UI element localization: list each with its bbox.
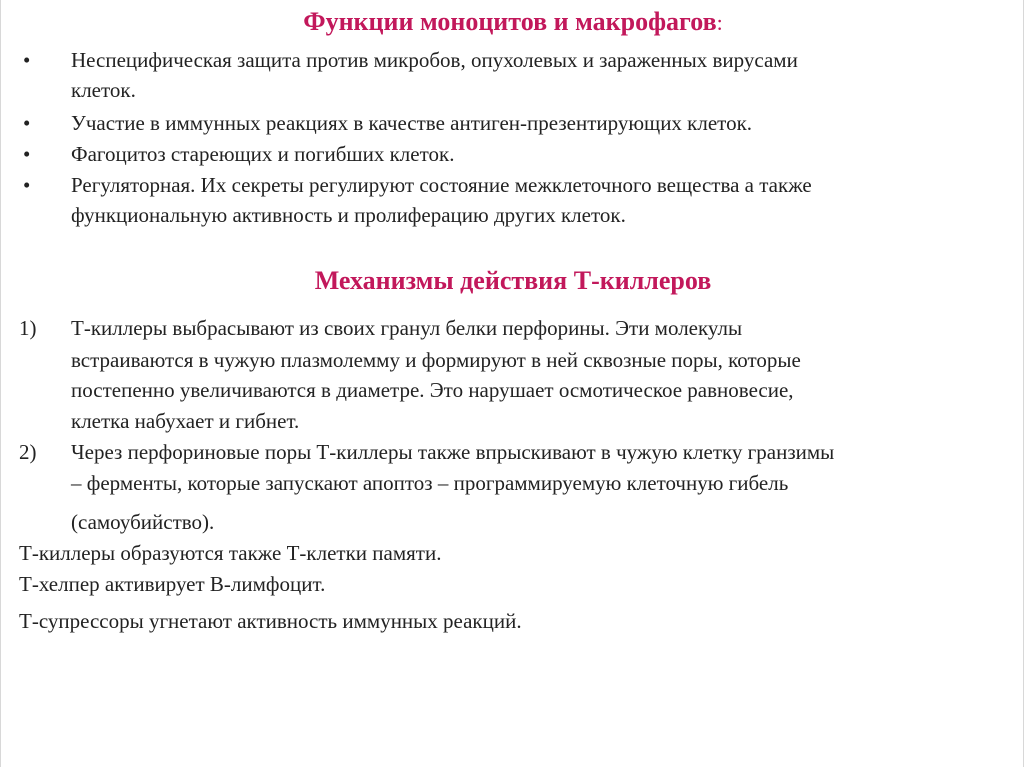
numbered-line: клетка набухает и гибнет. [71,409,300,433]
bullet-marker: • [23,173,31,197]
bullet-line: клеток. [71,78,136,102]
numbered-line: – ферменты, которые запускают апоптоз – программируемую клеточную гибель [71,471,789,495]
numbered-line: Через перфориновые поры Т-киллеры также впрыскивают в чужую клетку гранзимы [71,440,835,464]
section-title-text: Функции моноцитов и макрофагов [303,7,717,36]
section-title-monocytes [1,7,1024,38]
numbered-line: (самоубийство). [71,510,215,534]
section-title-colon: : [716,10,723,35]
bullet-line: Участие в иммунных реакциях в качестве антиген-презентирующих клеток. [71,111,753,135]
note-line: Т-супрессоры угнетают активность иммунных реакций. [19,609,522,633]
note-line: Т-хелпер активирует В-лимфоцит. [19,572,326,596]
numbered-line: Т-киллеры выбрасывают из своих гранул белки перфорины. Эти молекулы [71,316,743,340]
list-number: 2) [19,440,37,464]
section-title-t-killers: Механизмы действия Т-киллеров [314,266,712,295]
numbered-line: постепенно увеличиваются в диаметре. Это нарушает осмотическое равновесие, [71,378,794,402]
list-number: 1) [19,316,37,340]
bullet-line: Фагоцитоз стареющих и погибших клеток. [71,142,455,166]
bullet-marker: • [23,142,31,166]
bullet-line: Неспецифическая защита против микробов, опухолевых и зараженных вирусами [71,48,798,72]
numbered-line: встраиваются в чужую плазмолемму и формируют в ней сквозные поры, которые [71,348,801,372]
note-line: Т-киллеры образуются также Т-клетки памяти. [19,541,442,565]
bullet-line: Регуляторная. Их секреты регулируют состояние межклеточного вещества а также [71,173,812,197]
bullet-line: функциональную активность и пролиферацию других клеток. [71,203,626,227]
bullet-marker: • [23,48,31,72]
bullet-marker: • [23,111,31,135]
